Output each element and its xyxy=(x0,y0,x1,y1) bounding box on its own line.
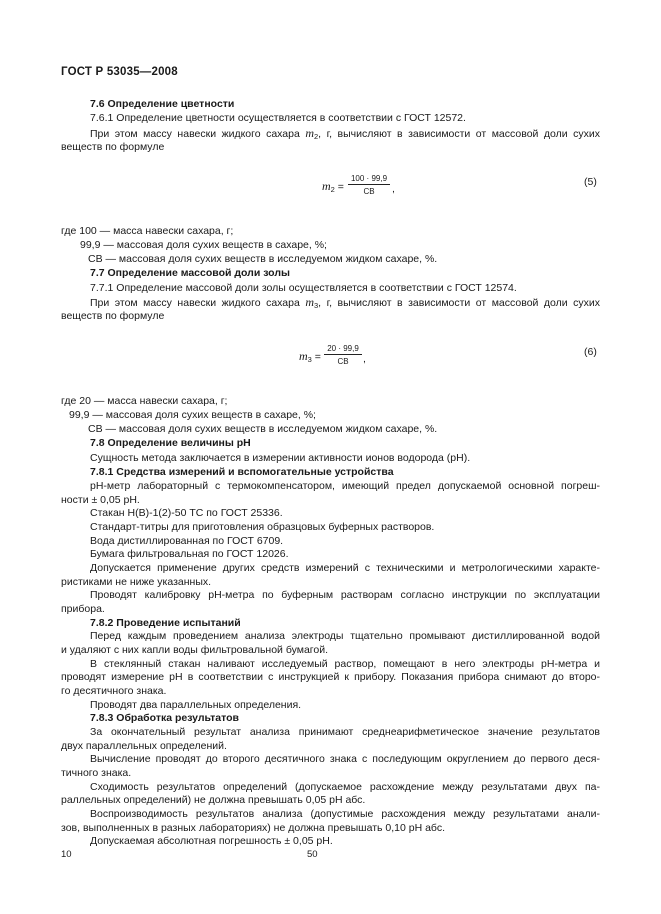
section-heading-7-6: 7.6 Определение цветности xyxy=(90,98,235,110)
text-line: pH-метр лабораторный с термокомпенсатором, имеющий предел допускаемой основной погреш- xyxy=(90,480,600,492)
text-line: Стандарт-титры для приготовления образцовых буферных растворов. xyxy=(90,521,435,533)
text-line: и удаляют с них капли воды фильтровальной бумагой. xyxy=(61,644,329,656)
text-line: ности ± 0,05 pH. xyxy=(61,494,140,506)
formula-5-denominator: СВ xyxy=(363,187,375,196)
paragraph-7-7-1: 7.7.1 Определение массовой доли золы осуществляется в соответствии с ГОСТ 12574. xyxy=(90,282,517,294)
formula-5-numerator: 100 · 99,9 xyxy=(348,174,390,185)
text-line: двух параллельных определений. xyxy=(61,740,227,752)
formula-6-numerator: 20 · 99,9 xyxy=(324,344,362,355)
paragraph-7-7-mass-line2: веществ по формуле xyxy=(61,310,165,322)
page-number-center: 50 xyxy=(307,849,318,860)
text-line: Вода дистиллированная по ГОСТ 6709. xyxy=(90,535,284,547)
text-line: Проводят калибровку pH-метра по буферным растворам согласно инструкции по эксплуатации xyxy=(90,589,600,601)
text-line: Допускаемая абсолютная погрешность ± 0,05 pH. xyxy=(90,835,333,847)
text-line: го десятичного знака. xyxy=(61,685,167,697)
text-line: Перед каждым проведением анализа электроды тщательно промывают дистиллированной водой xyxy=(90,630,600,642)
text-line: проводят измерение pH в соответствии с инструкцией к прибору. Показания прибора снимают до второ- xyxy=(61,671,600,683)
text-line: прибора. xyxy=(61,603,105,615)
paragraph-7-6-mass-line2: веществ по формуле xyxy=(61,141,165,153)
formula-6-fraction xyxy=(324,344,362,366)
text-line: ристиками не ниже указанных. xyxy=(61,576,212,588)
section-heading-7-7: 7.7 Определение массовой доли золы xyxy=(90,267,290,279)
text-line: Сходимость результатов определений (допускаемое расхождение между результатами двух па- xyxy=(90,781,600,793)
formula-6-tail: , xyxy=(363,353,366,365)
paragraph-7-8-essence: Сущность метода заключается в измерении активности ионов водорода (pH). xyxy=(90,452,471,464)
where-5-line2: 99,9 — массовая доля сухих веществ в сахаре, %; xyxy=(80,239,327,251)
text-line: Стакан Н(В)-1(2)-50 ТС по ГОСТ 25336. xyxy=(90,507,283,519)
where-6-line3: СВ — массовая доля сухих веществ в исследуемом жидком сахаре, %. xyxy=(88,423,438,435)
formula-5-tail: , xyxy=(392,183,395,195)
text-line: раллельных определений) не должна превышать 0,05 pH абс. xyxy=(61,794,366,806)
text-line: Допускается применение других средств измерений с техническими и метрологическими характе- xyxy=(90,562,600,574)
where-6-line2: 99,9 — массовая доля сухих веществ в сахаре, %; xyxy=(69,409,316,421)
text-line: За окончательный результат анализа принимают среднеарифметическое значение результатов xyxy=(90,726,600,738)
text-line: Воспроизводимость результатов анализа (допустимые расхождения между результатами анали- xyxy=(90,808,600,820)
text-line: зов, выполненных в разных лабораториях) не должна превышать 0,10 pH абс. xyxy=(61,822,445,834)
equation-number-6: (6) xyxy=(584,346,597,358)
paragraph-7-6-1: 7.6.1 Определение цветности осуществляется в соответствии с ГОСТ 12572. xyxy=(90,112,466,124)
formula-5-fraction xyxy=(348,174,390,196)
text-line: тичного знака. xyxy=(61,767,132,779)
equation-number-5: (5) xyxy=(584,176,597,188)
text-line: Проводят два параллельных определения. xyxy=(90,699,302,711)
subsection-heading-7-8-2: 7.8.2 Проведение испытаний xyxy=(90,617,241,629)
page-number-left: 10 xyxy=(61,849,72,860)
formula-6-lhs: $m_3$ = xyxy=(299,349,321,364)
formula-6-denominator: СВ xyxy=(337,357,349,366)
subsection-heading-7-8-1: 7.8.1 Средства измерений и вспомогательные устройства xyxy=(90,466,394,478)
formula-5-lhs: $m_2$ = xyxy=(322,179,344,194)
paragraph-7-7-mass-line1: При этом массу навески жидкого сахара $m_3$, г, вычисляют в зависимости от массовой доли сухих xyxy=(90,296,600,309)
where-5-line1: где 100 — масса навески сахара, г; xyxy=(61,225,234,237)
section-heading-7-8: 7.8 Определение величины pH xyxy=(90,437,251,449)
text-line: В стеклянный стакан наливают исследуемый раствор, помещают в него электроды pH-метра и xyxy=(90,658,600,670)
where-6-line1: где 20 — масса навески сахара, г; xyxy=(61,395,228,407)
document-header: ГОСТ Р 53035—2008 xyxy=(61,66,178,78)
where-5-line3: СВ — массовая доля сухих веществ в исследуемом жидком сахаре, %. xyxy=(88,253,438,265)
text-line: Вычисление проводят до второго десятичного знака с последующим округлением до первого деся- xyxy=(90,753,600,765)
paragraph-7-6-mass-line1: При этом массу навески жидкого сахара $m_2$, г, вычисляют в зависимости от массовой доли сухих xyxy=(90,127,600,140)
text-line: Бумага фильтровальная по ГОСТ 12026. xyxy=(90,548,289,560)
subsection-heading-7-8-3: 7.8.3 Обработка результатов xyxy=(90,712,239,724)
